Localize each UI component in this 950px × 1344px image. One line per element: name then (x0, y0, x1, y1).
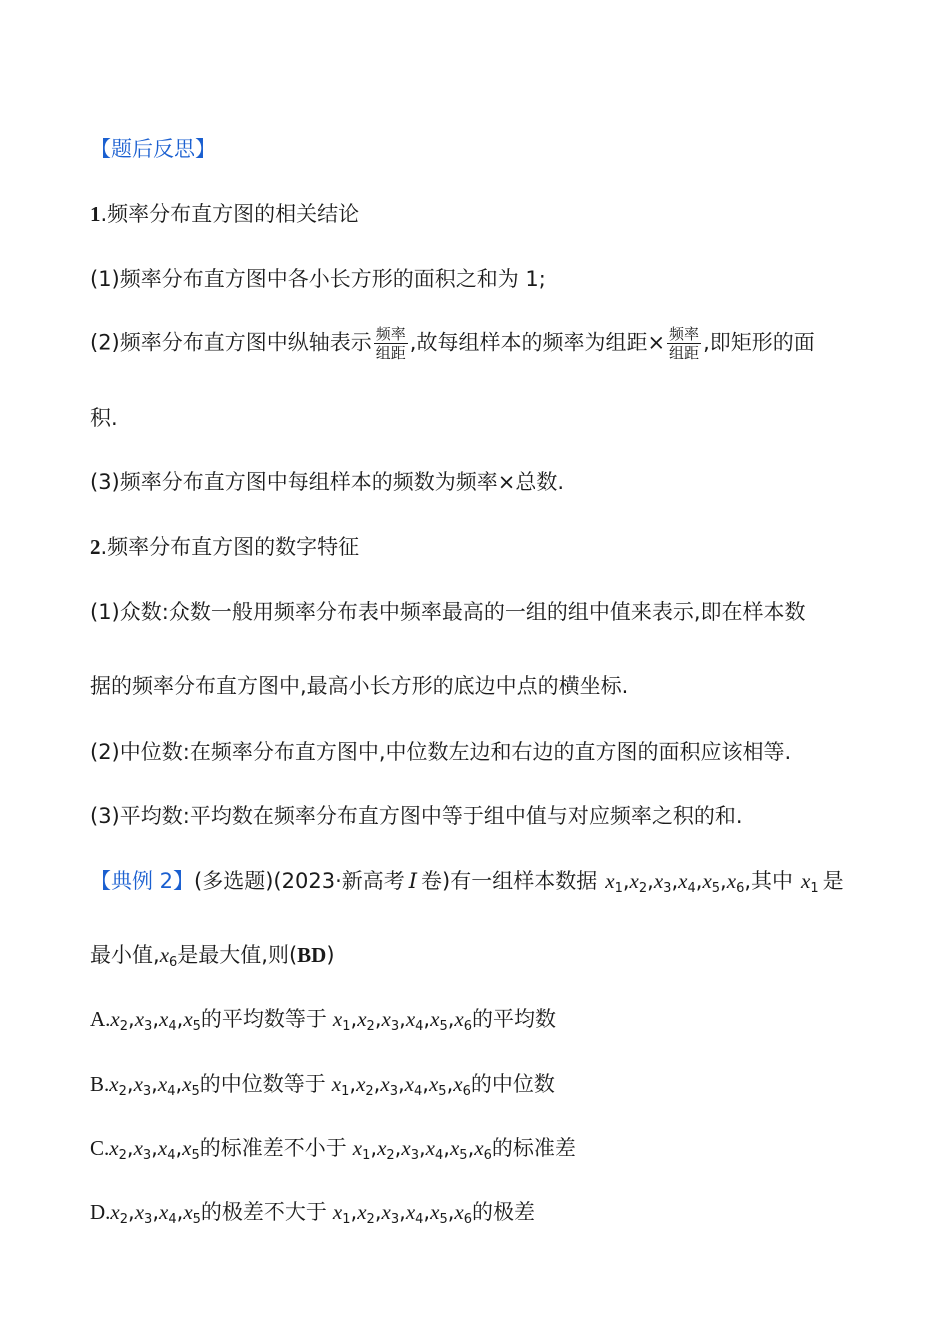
example-mid: ,其中 (744, 869, 794, 893)
paragraph-2-1: (1)众数:众数一般用频率分布表中频率最高的一组的组中值来表示,即在样本数 (90, 600, 806, 624)
option-d-subset: $x_2,x_3,x_4,x_5$ (110, 1200, 201, 1227)
paragraph-2-2: (2)中位数:在频率分布直方图中,中位数左边和右边的直方图的面积应该相等. (90, 740, 792, 764)
section-heading: 【题后反思】 (90, 137, 216, 161)
example-line-2-a: 最小值, (90, 943, 160, 967)
section-2-title-text: .频率分布直方图的数字特征 (100, 535, 360, 559)
option-a-subset: $x_2,x_3,x_4,x_5$ (110, 1007, 201, 1034)
section-1-title-text: .频率分布直方图的相关结论 (100, 202, 360, 226)
section-2-title (90, 532, 359, 562)
example-line-1 (90, 866, 844, 904)
paragraph-1-2 (90, 325, 815, 362)
option-d: $D.x_2,x_3,x_4,x_5$的极差不大于 $x_1,x_2,x_3,x_4,x_5,x_6$的极差 (90, 1200, 536, 1227)
option-c-subset: $x_2,x_3,x_4,x_5$ (109, 1136, 200, 1163)
example-line-2 (90, 940, 335, 978)
paragraph-1-3: (3)频率分布直方图中每组样本的频数为频率×总数. (90, 470, 565, 494)
example-line-2-b: 是最大值,则( (177, 943, 298, 967)
fraction-denominator: 组距 (375, 344, 406, 362)
sample-list-x1-x6: $x_1,x_2,x_3,x_4,x_5,x_6$ (605, 869, 745, 896)
option-c-full-set: $x_1,x_2,x_3,x_4,x_5,x_6$ (352, 1136, 492, 1163)
variable-x6: $x_6$ (159, 943, 178, 970)
example-intro: (多选题)(2023·新高考 (194, 869, 405, 893)
fraction-numerator-2: 频率 (669, 325, 700, 343)
example-end: 是 (822, 869, 844, 893)
paragraph-2-1-continued: 据的频率分布直方图中,最高小长方形的底边中点的横坐标. (90, 674, 629, 698)
fraction-frequency-over-interval-2 (667, 325, 701, 362)
fraction-frequency-over-interval (374, 325, 408, 362)
option-b-full-set: $x_1,x_2,x_3,x_4,x_5,x_6$ (331, 1072, 471, 1099)
example-line-2-c: ) (326, 943, 335, 967)
fraction-denominator-2: 组距 (669, 344, 700, 362)
section-1-number: 1 (90, 202, 101, 226)
answer: BD (297, 943, 327, 967)
section-2-number: 2 (90, 535, 101, 559)
example-intro-2: 卷)有一组样本数据 (421, 869, 598, 893)
paragraph-2-3: (3)平均数:平均数在频率分布直方图中等于组中值与对应频率之积的和. (90, 804, 743, 828)
paragraph-1-2-a: (2)频率分布直方图中纵轴表示 (90, 330, 372, 355)
section-1-title (90, 199, 359, 229)
option-d-full-set: $x_1,x_2,x_3,x_4,x_5,x_6$ (332, 1200, 473, 1227)
option-b-subset: $x_2,x_3,x_4,x_5$ (109, 1072, 200, 1099)
volume-numeral: Ⅰ (408, 869, 418, 893)
variable-x1: $x_1$ (801, 869, 819, 896)
example-tag: 【典例 2】 (90, 869, 195, 893)
paragraph-1-1: (1)频率分布直方图中各小长方形的面积之和为 1; (90, 267, 546, 291)
option-a-full-set: $x_1,x_2,x_3,x_4,x_5,x_6$ (332, 1007, 473, 1034)
option-c: $C.x_2,x_3,x_4,x_5$的标准差不小于 $x_1,x_2,x_3,x_4,x_5,x_6$的标准差 (90, 1136, 576, 1163)
paragraph-1-2-continued: 积. (90, 406, 118, 430)
paragraph-1-2-c: ,即矩形的面 (703, 330, 815, 355)
option-a: $A.x_2,x_3,x_4,x_5$的平均数等于 $x_1,x_2,x_3,x_4,x_5,x_6$的平均数 (90, 1007, 557, 1034)
fraction-numerator: 频率 (375, 325, 406, 343)
option-b: $B.x_2,x_3,x_4,x_5$的中位数等于 $x_1,x_2,x_3,x_4,x_5,x_6$的中位数 (90, 1072, 555, 1099)
paragraph-1-2-b: ,故每组样本的频率为组距× (409, 330, 666, 355)
